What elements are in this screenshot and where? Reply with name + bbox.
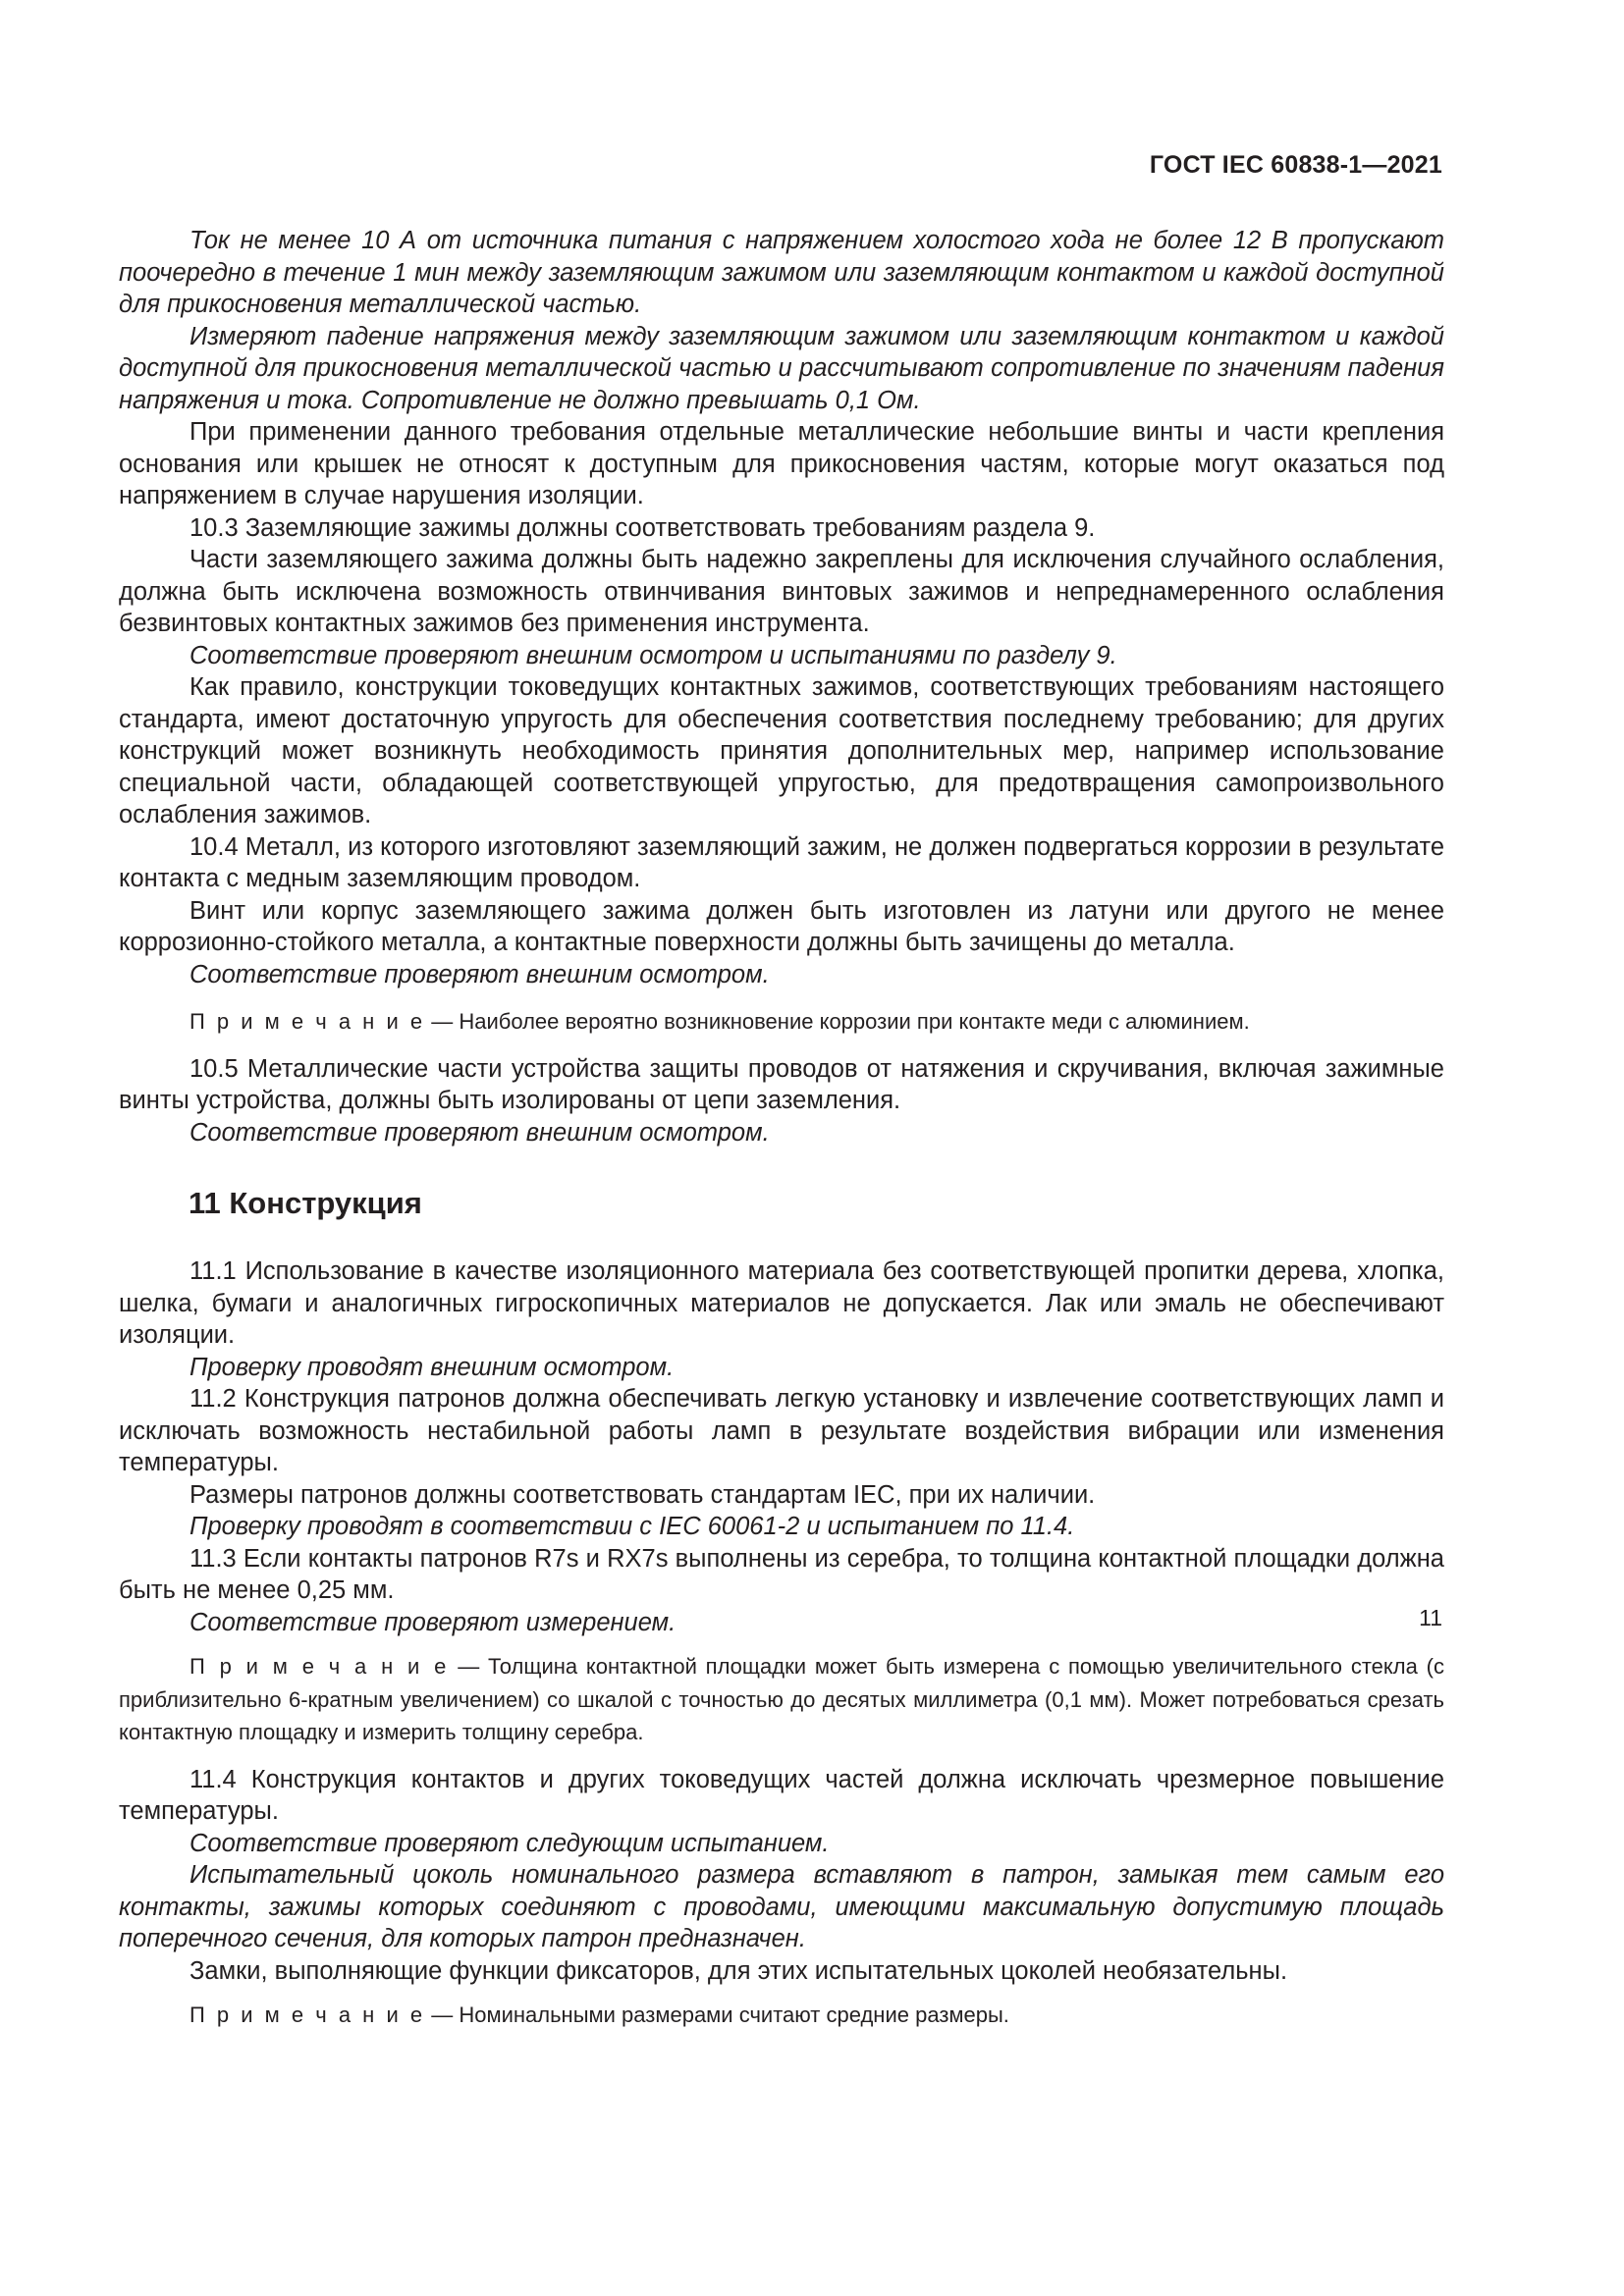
note-label: П р и м е ч а н и е [189,1654,450,1679]
paragraph: Испытательный цоколь номинального размера вставляют в патрон, замыкая тем самым его контакты, зажимы которых соединяют с проводами, имеющими максимальную допустимую площадь поперечного сечения, для которых патрон предназначен. [119,1861,1444,1952]
note [119,1999,1444,2032]
paragraph: Соответствие проверяют внешним осмотром и испытаниями по разделу 9. [189,641,1117,669]
note-text: — Наиболее вероятно возникновение коррозии при контакте меди с алюминием. [431,1009,1250,1034]
paragraph: Соответствие проверяют внешним осмотром. [189,1118,770,1147]
page-number: 11 [1419,1605,1442,1630]
section-heading: 11 Конструкция [189,1186,422,1220]
note [119,1005,1444,1039]
paragraph: Винт или корпус заземляющего зажима должен быть изготовлен из латуни или другого не менее коррозионно-стойкого металла, а контактные поверхности должны быть зачищены до металла. [119,896,1444,956]
paragraph: При применении данного требования отдельные металлические небольшие винты и части крепления основания или крышек не относят к доступным для прикосновения частям, которые могут оказаться под напряжением в случае нарушения изоляции. [119,418,1444,509]
note [119,1650,1444,1749]
note-label: П р и м е ч а н и е [189,1009,426,1034]
clause-11-1: 11.1 Использование в качестве изоляционного материала без соответствующей пропитки дерева, хлопка, шелка, бумаги и аналогичных гигроскопичных материалов не допускается. Лак или эмаль не обеспечивают изоляции. [119,1257,1444,1349]
paragraph: Части заземляющего зажима должны быть надежно закреплены для исключения случайного ослабления, должна быть исключена возможность отвинчивания винтовых зажимов и непреднамеренного ослабления безвинтовых контактных зажимов без применения инструмента. [119,546,1444,637]
clause-10-4: 10.4 Металл, из которого изготовляют заземляющий зажим, не должен подвергаться коррозии в результате контакта с медным заземляющим проводом. [119,832,1444,892]
clause-11-4: 11.4 Конструкция контактов и других токоведущих частей должна исключать чрезмерное повышение температуры. [119,1765,1444,1825]
paragraph: Соответствие проверяют следующим испытанием. [189,1829,830,1857]
note-text: — Толщина контактной площадки может быть измерена с помощью увеличительного стекла (с приблизительно 6-кратным увеличением) со шкалой с точностью до десятых миллиметра (0,1 мм). Может потребоваться срезать контактную площадку и измерить толщину серебра. [119,1654,1444,1744]
paragraph: Проверку проводят в соответствии с IEC 60061-2 и испытанием по 11.4. [189,1513,1075,1540]
paragraph: Соответствие проверяют внешним осмотром. [189,960,770,988]
document-header: ГОСТ IEC 60838-1—2021 [1149,151,1442,179]
paragraph: Измеряют падение напряжения между заземляющим зажимом или заземляющим контактом и каждой доступной для прикосновения металлической частью и рассчитывают сопротивление по значениям падения напряжения и тока. Сопротивление не должно превышать 0,1 Ом. [119,322,1444,414]
clause-10-3: 10.3 Заземляющие зажимы должны соответствовать требованиям раздела 9. [189,513,1096,542]
note-text: — Номинальными размерами считают средние размеры. [431,2002,1009,2027]
clause-11-2: 11.2 Конструкция патронов должна обеспечивать легкую установку и извлечение соответствующих ламп и исключать возможность нестабильной работы ламп в результате воздействия вибрации или изменения температуры. [119,1385,1444,1476]
paragraph: Проверку проводят внешним осмотром. [189,1353,675,1381]
paragraph: Замки, выполняющие функции фиксаторов, для этих испытательных цоколей необязательны. [189,1956,1288,1985]
note-label: П р и м е ч а н и е [189,2002,426,2027]
clause-11-3: 11.3 Если контакты патронов R7s и RX7s выполнены из серебра, то толщина контактной площадки должна быть не менее 0,25 мм. [119,1544,1444,1604]
paragraph: Как правило, конструкции токоведущих контактных зажимов, соответствующих требованиям настоящего стандарта, имеют достаточную упругость для обеспечения соответствия последнему требованию; для других конструкций может возникнуть необходимость принятия дополнительных мер, например использование специальной части, обладающей соответствующей упругостью, для предотвращения самопроизвольного ослабления зажимов. [119,673,1444,828]
paragraph: Ток не менее 10 А от источника питания с напряжением холостого хода не более 12 В пропускают поочередно в течение 1 мин между заземляющим зажимом или заземляющим контактом и каждой доступной для прикосновения металлической частью. [119,227,1444,318]
page-content [119,225,1444,2032]
clause-10-5: 10.5 Металлические части устройства защиты проводов от натяжения и скручивания, включая зажимные винты устройства, должны быть изолированы от цепи заземления. [119,1054,1444,1114]
paragraph: Соответствие проверяют измерением. [189,1608,677,1636]
paragraph: Размеры патронов должны соответствовать стандартам IEC, при их наличии. [189,1480,1096,1509]
